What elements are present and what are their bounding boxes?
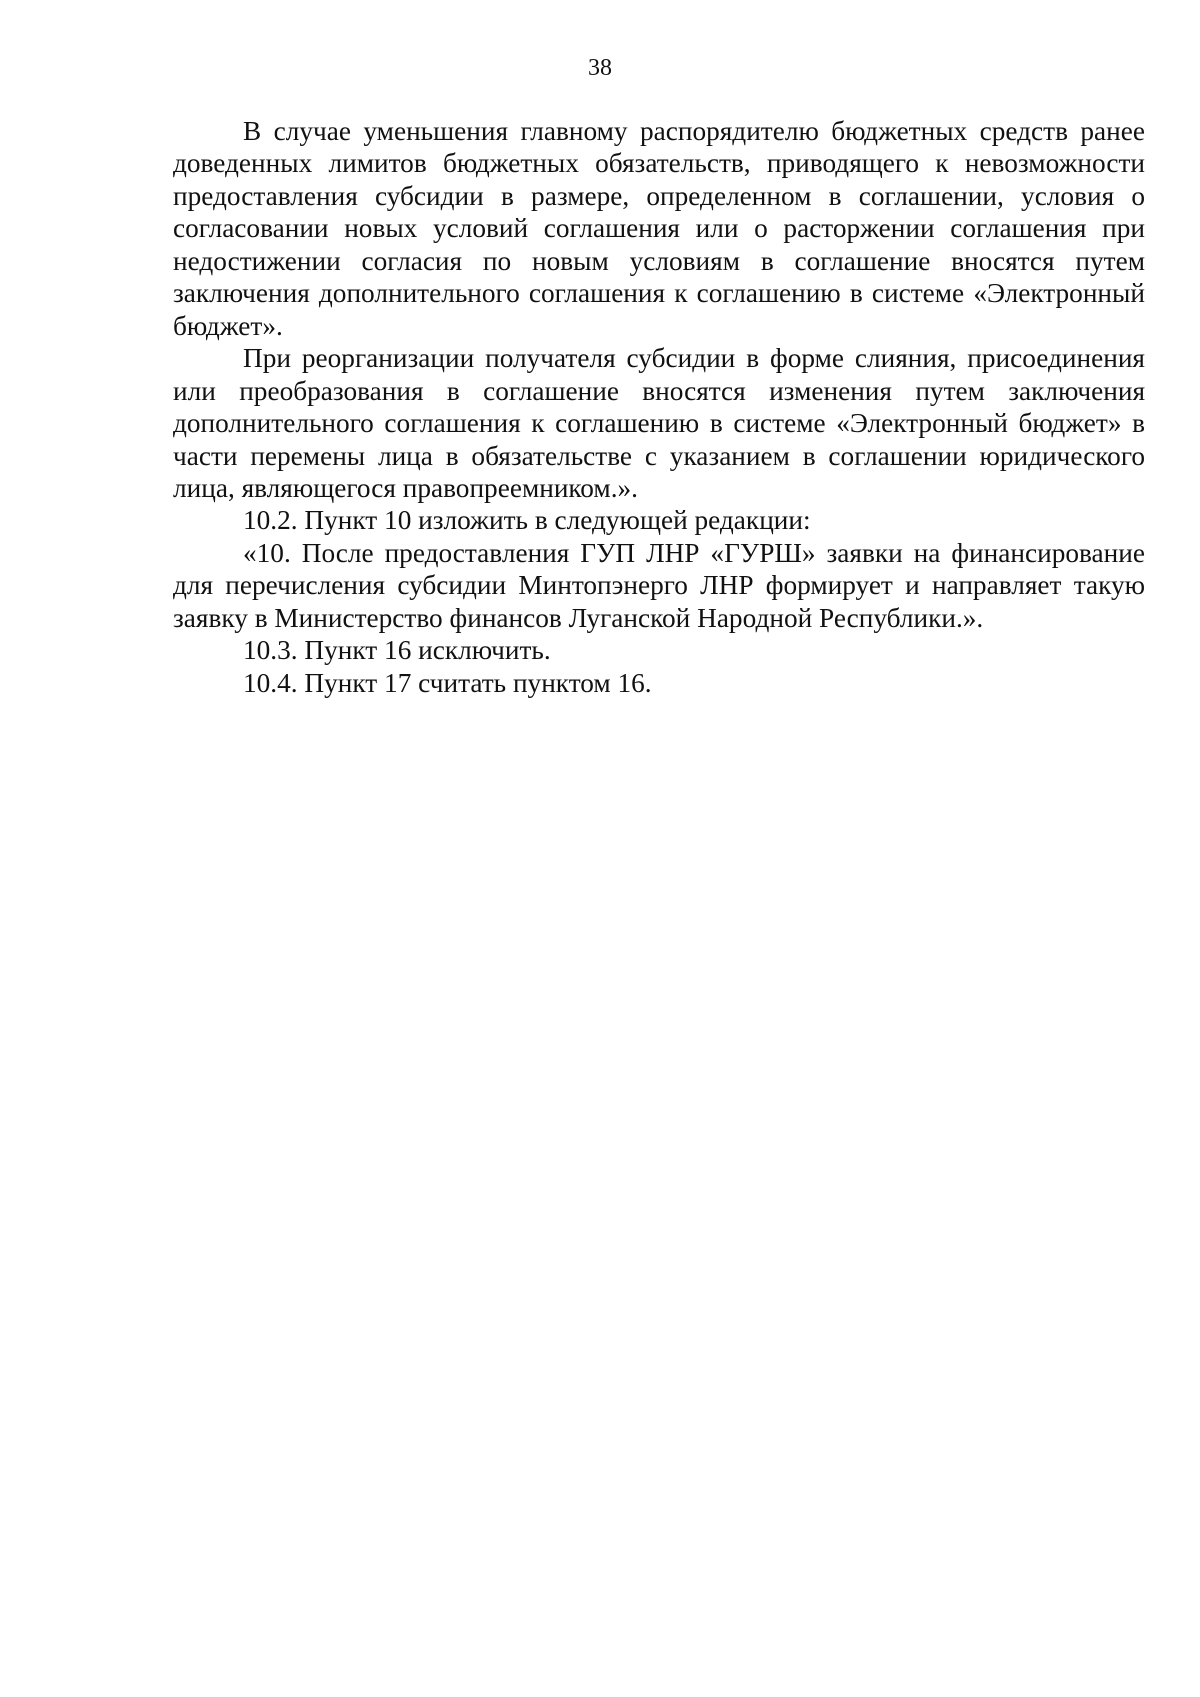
paragraph-budget-reduction: В случае уменьшения главному распорядителю бюджетных средств ранее доведенных лимитов бюджетных обязательств, приводящего к невозможности предоставления субсидии в размере, определенном в соглашении, условия о согласовании новых условий соглашения или о расторжении соглашения при недостижении согласия по новым условиям в соглашение вносятся путем заключения дополнительного соглашения к соглашению в системе «Электронный бюджет». — [173, 116, 1145, 341]
paragraph-item-10-2: 10.2. Пункт 10 изложить в следующей редакции: — [243, 505, 811, 536]
paragraph-item-10-3: 10.3. Пункт 16 исключить. — [243, 635, 551, 666]
paragraph-item-10-4: 10.4. Пункт 17 считать пунктом 16. — [243, 667, 652, 698]
paragraph-item-10-text: «10. После предоставления ГУП ЛНР «ГУРШ» заявки на финансирование для перечисления субсидии Минтопэнерго ЛНР формирует и направляет такую заявку в Министерство финансов Луганской Народной Республики.». — [173, 537, 1145, 633]
paragraph-reorganization: При реорганизации получателя субсидии в форме слияния, присоединения или преобразования в соглашение вносятся изменения путем заключения дополнительного соглашения к соглашению в системе «Электронный бюджет» в части перемены лица в обязательстве с указанием в соглашении юридического лица, являющегося правопреемником.». — [173, 343, 1145, 503]
page-number: 38 — [588, 55, 612, 81]
document-body — [173, 115, 1145, 699]
